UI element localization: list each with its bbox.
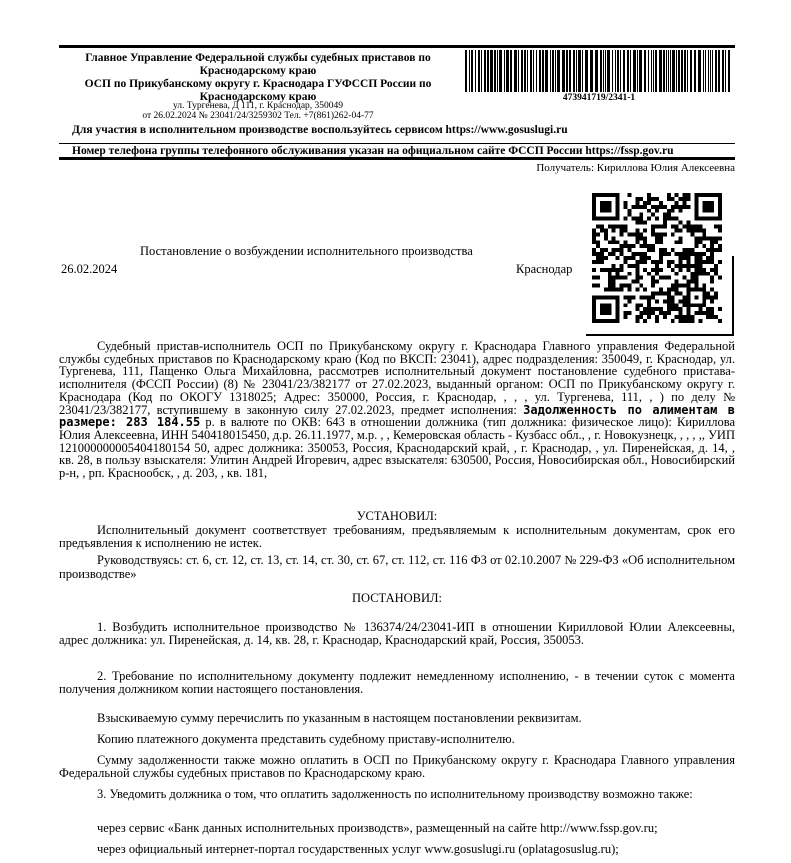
- document-city: Краснодар: [516, 262, 573, 276]
- debt-amount: Задолженность по алиментам в размере: 283 184.55: [59, 402, 735, 430]
- resolved-heading: ПОСТАНОВИЛ:: [352, 591, 442, 605]
- osp-line-2: Краснодарскому краю: [199, 91, 317, 103]
- established-paragraph-2: Руководствуясь: ст. 6, ст. 12, ст. 13, ст. 14, ст. 30, ст. 67, ст. 112, ст. 116 ФЗ от 02.10.2007 № 229-ФЗ «Об исполнительном производстве»: [59, 553, 735, 581]
- established-heading: УСТАНОВИЛ:: [356, 509, 438, 523]
- header-divider-rule: [59, 143, 735, 144]
- item-2: 2. Требование по исполнительному документу подлежит немедленному исполнению, - в течении суток с момента получения должником копии настоящего постановления.: [59, 669, 735, 696]
- barcode-number: 473941719/2341-1: [562, 93, 636, 103]
- collect-note: Взыскиваемую сумму перечислить по указанным в настоящем постановлении реквизитам.: [97, 711, 582, 725]
- phone-note: Номер телефона группы телефонного обслуживания указан на официальном сайте ФССП России https://fssp.gov.ru: [72, 145, 674, 157]
- agency-line-1: Главное Управление Федеральной службы судебных приставов по: [85, 52, 431, 64]
- qr-frame-right: [732, 256, 734, 336]
- qr-code: [592, 193, 722, 323]
- document-date: 26.02.2024: [61, 262, 118, 276]
- agency-line-2: Краснодарскому краю: [199, 65, 317, 77]
- via-gosuslugi: через официальный интернет-портал государственных услуг www.gosuslugi.ru (oplatagosuslug.ru);: [97, 842, 619, 856]
- gosuslugi-note: Для участия в исполнительном производстве воспользуйтесь сервисом https://www.gosuslugi.ru: [72, 124, 568, 136]
- qr-frame-bottom: [586, 334, 734, 336]
- item-1: 1. Возбудить исполнительное производство № 136374/24/23041-ИП в отношении Кирилловой Юлии Алексеевны, адрес должника: ул. Пиренейская, д. 14, кв. 28, г. Краснодар, Краснодарский край, Россия, 350053.: [59, 620, 735, 647]
- established-paragraph-1: Исполнительный документ соответствует требованиям, предъявляемым к исполнительным документам, срок его предъявления к исполнению не истек.: [59, 523, 735, 550]
- also-pay-paragraph: Сумму задолженности также можно оплатить в ОСП по Прикубанскому округу г. Краснодара Главного управления Федеральной службы судебных приставов по Краснодарскому краю.: [59, 753, 735, 780]
- header-top-rule: [59, 45, 735, 48]
- recipient: Получатель: Кириллова Юлия Алексеевна: [536, 162, 735, 174]
- via-fssp: через сервис «Банк данных исполнительных производств», размещенный на сайте http://www.fssp.gov.ru;: [97, 821, 658, 835]
- intro-text-post: р. в валюте по ОКВ: 643 в отношении должника (тип должника: физическое лицо): Кириллова Юлия Алексеевна, ИНН 540418015450, д.р. 26.11.1977, м.р. , , Кемеровская область - Кузбасс обл., , г. Новокузнецк, , , , ,, УИП 121000000005404180154 50, адрес должника: 350053, Россия, Краснодарский край, , г. Краснодар, , ул. Пиренейская, д. 14, , кв. 28, в пользу взыскателя: Улитин Андрей Игоревич, адрес взыскателя: 630500, Россия, Новосибирская обл., Новосибирский р-н, , рп. Краснообск, , д. 203, , кв. 181,: [59, 415, 735, 481]
- intro-paragraph: [59, 340, 735, 480]
- agency-address: ул. Тургенева, Д 111, г. Краснодар, 350049: [172, 101, 344, 111]
- document-title: Постановление о возбуждении исполнительного производства: [140, 244, 473, 258]
- item-3: 3. Уведомить должника о том, что оплатить задолженность по исполнительному производству возможно также:: [97, 787, 693, 801]
- copy-note: Копию платежного документа представить судебному приставу-исполнителю.: [97, 732, 515, 746]
- osp-line-1: ОСП по Прикубанскому округу г. Краснодара ГУФССП России по: [84, 78, 432, 90]
- document-reference: от 26.02.2024 № 23041/24/3259302 Тел. +7(861)262-04-77: [142, 111, 374, 121]
- agency-name: [64, 52, 452, 104]
- barcode: [465, 50, 733, 92]
- intro-text-pre: Судебный пристав-исполнитель ОСП по Прикубанскому округу г. Краснодара Главного управления Федеральной службы судебных приставов по Краснодарскому краю (Код по ВКСП: 23041), адрес подразделения: 350049, г. Краснодар, ул. Тургенева, 111, Пащенко Ольга Михайловна, рассмотрев исполнительный документ постановление судебного пристава-исполнителя (ФССП России) (8) № 23041/23/382177 от 27.02.2023, выданный органом: ОСП по Прикубанскому округу г. Краснодара (Код по ОКОГУ 1318025; Адрес: 350000, Россия, г. Краснодар, , , , ул. Тургенева, 111, , ) по делу № 23041/23/382177, вступившему в законную силу 27.02.2023, предмет исполнения:: [59, 339, 735, 417]
